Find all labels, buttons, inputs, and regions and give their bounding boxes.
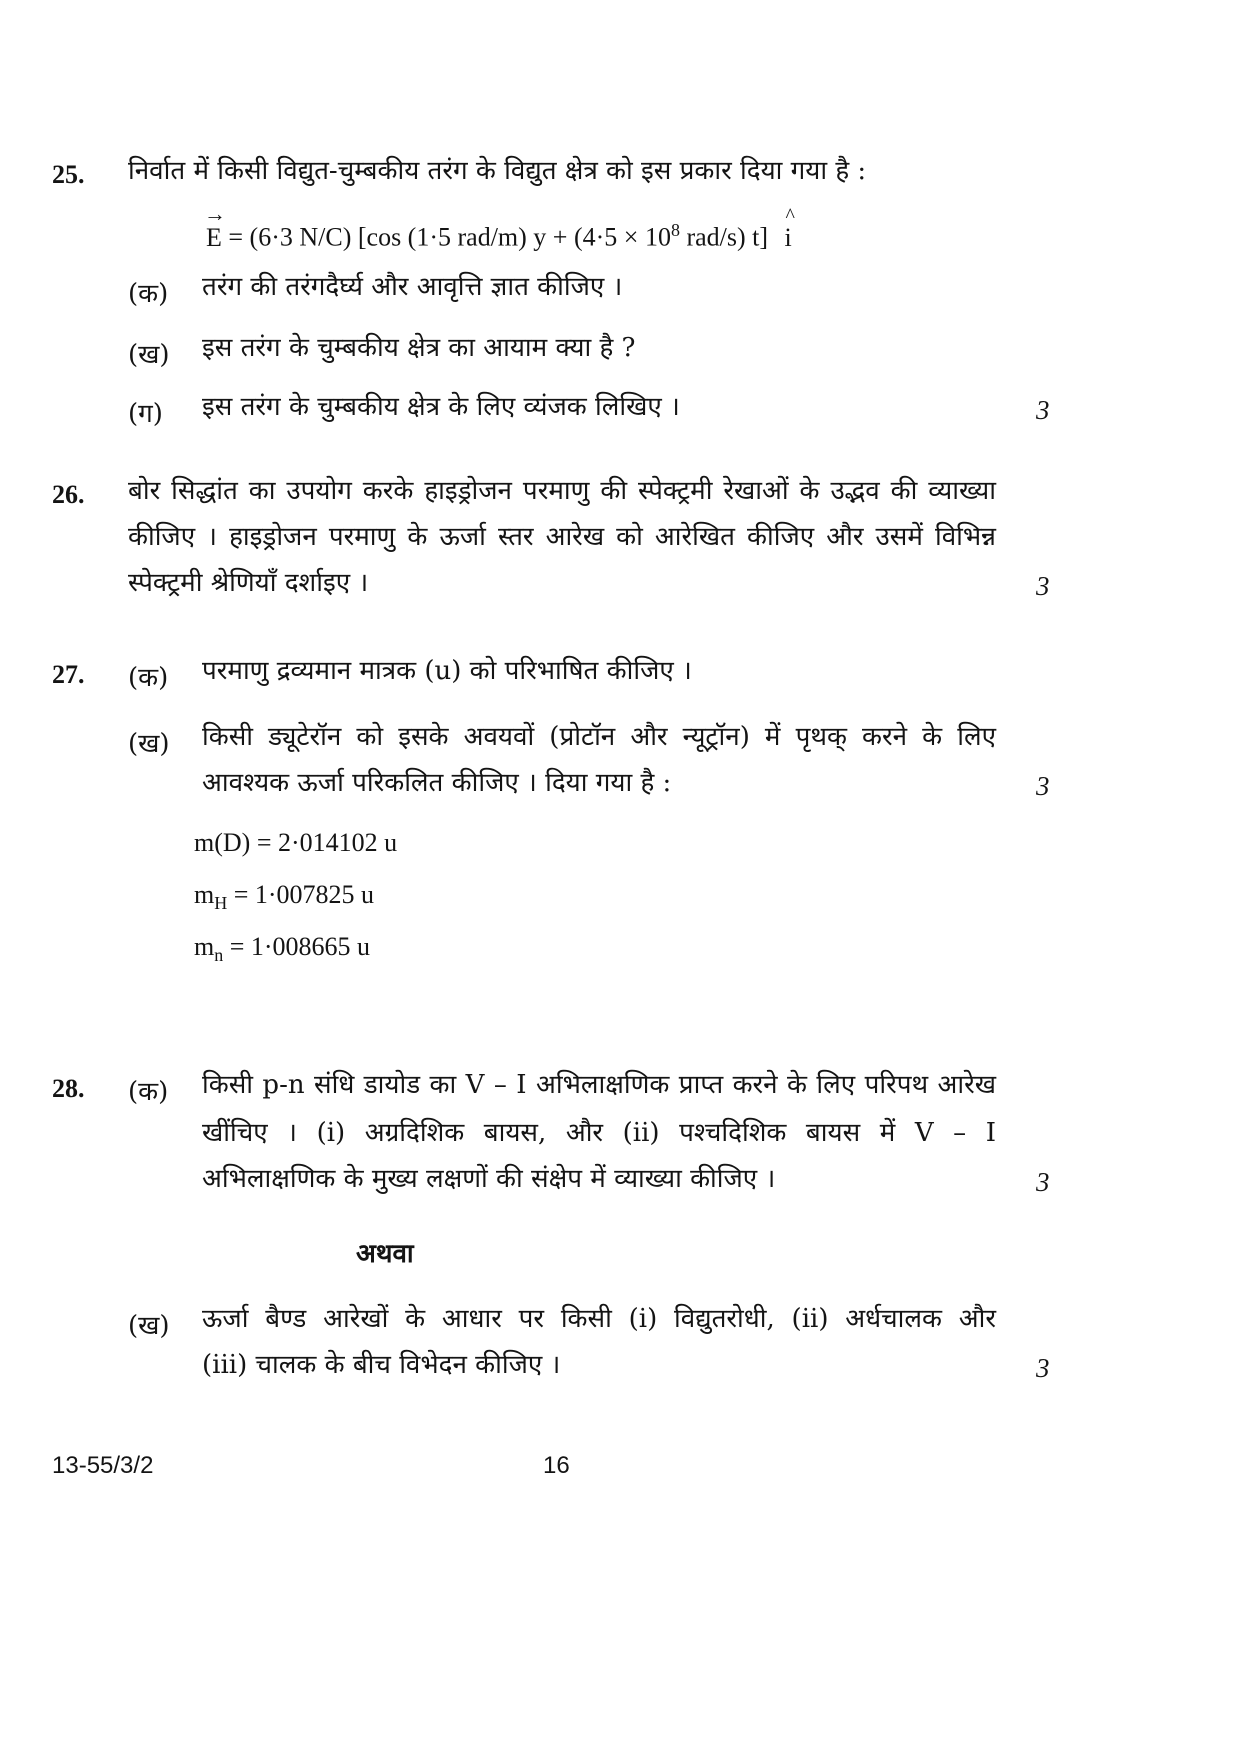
- part-text-27-kha-line-1: किसी ड्यूटेरॉन को इसके अवयवों (प्रोटॉन और न्यूट्रॉन) में पृथक् करने के लिए: [202, 722, 996, 752]
- vector-e: [204, 200, 226, 253]
- marks-28-kha: 3: [1036, 1353, 1050, 1383]
- part-text-28-ka-line-3: अभिलाक्षणिक के मुख्य लक्षणों की संक्षेप में व्याख्या कीजिए ।: [202, 1164, 776, 1194]
- given-value-mn: [194, 932, 370, 966]
- question-number-25: 25.: [52, 160, 85, 189]
- given-value-md: [194, 828, 397, 858]
- marks-26: 3: [1036, 571, 1050, 601]
- unit-vector-i: [784, 204, 795, 253]
- marks-28-ka: 3: [1036, 1167, 1050, 1197]
- part-text-28-ka-line-1: किसी p-n संधि डायोड का V – I अभिलाक्षणिक प्राप्त करने के लिए परिपथ आरेख: [202, 1070, 996, 1100]
- question-26-line-1: बोर सिद्धांत का उपयोग करके हाइड्रोजन परमाणु की स्पेक्ट्रमी रेखाओं के उद्भव की व्याख्या: [128, 476, 996, 506]
- question-number-28: 28.: [52, 1074, 85, 1103]
- marks-25: 3: [1036, 395, 1050, 425]
- part-label-25-ka: (क): [128, 279, 169, 309]
- part-text-27-ka: परमाणु द्रव्यमान मात्रक (u) को परिभाषित कीजिए ।: [202, 656, 692, 686]
- part-label-25-kha: (ख): [128, 340, 170, 370]
- hat-icon: ^: [785, 204, 795, 227]
- part-label-27-ka: (क): [128, 663, 169, 693]
- marks-27: 3: [1036, 771, 1050, 801]
- paper-code: 13-55/3/2: [52, 1452, 154, 1479]
- given-value: = 1·007825 u: [227, 880, 375, 909]
- given-subscript: H: [214, 893, 228, 914]
- given-symbol: m: [194, 932, 215, 961]
- question-25-equation: [204, 200, 795, 253]
- part-text-25-kha: इस तरंग के चुम्बकीय क्षेत्र का आयाम क्या है ?: [202, 333, 636, 363]
- given-value: = 1·008665 u: [223, 932, 371, 961]
- given-value: = 2·014102 u: [250, 828, 398, 857]
- question-26-line-2: कीजिए । हाइड्रोजन परमाणु के ऊर्जा स्तर आरेख को आरेखित कीजिए और उसमें विभिन्न: [128, 522, 996, 552]
- equation-rhs-part1: = (6·3 N/C) [cos (1·5 rad/m) y + (4·5 × 10: [228, 222, 671, 252]
- given-subscript: n: [214, 945, 224, 966]
- part-text-25-ga: इस तरंग के चुम्बकीय क्षेत्र के लिए व्यंजक लिखिए ।: [202, 392, 680, 422]
- part-text-28-ka-line-2: खींचिए । (i) अग्रदिशिक बायस, और (ii) पश्चदिशिक बायस में V – I: [202, 1118, 996, 1148]
- page-number: 16: [543, 1452, 570, 1479]
- part-text-28-kha-line-2: (iii) चालक के बीच विभेदन कीजिए ।: [202, 1350, 561, 1380]
- equation-exponent: 8: [670, 220, 680, 240]
- part-text-27-kha-line-2: आवश्यक ऊर्जा परिकलित कीजिए । दिया गया है :: [202, 768, 672, 798]
- question-number-26: 26.: [52, 480, 85, 509]
- equation-symbol-i: i: [784, 222, 792, 252]
- question-number-27: 27.: [52, 660, 85, 689]
- equation-symbol-e: E: [206, 222, 222, 252]
- part-text-28-kha-line-1: ऊर्जा बैण्ड आरेखों के आधार पर किसी (i) विद्युतरोधी, (ii) अर्धचालक और: [202, 1304, 996, 1334]
- part-label-28-kha: (ख): [128, 1311, 170, 1341]
- or-separator: अथवा: [356, 1239, 414, 1269]
- given-symbol: m(D): [194, 828, 251, 857]
- vector-arrow-icon: →: [204, 200, 226, 226]
- question-25-stem: निर्वात में किसी विद्युत-चुम्बकीय तरंग के विद्युत क्षेत्र को इस प्रकार दिया गया है :: [128, 156, 867, 186]
- question-26-line-3: स्पेक्ट्रमी श्रेणियाँ दर्शाइए ।: [128, 568, 369, 598]
- part-label-28-ka: (क): [128, 1077, 169, 1107]
- part-label-27-kha: (ख): [128, 729, 170, 759]
- given-symbol: m: [194, 880, 215, 909]
- part-label-25-ga: (ग): [128, 399, 163, 429]
- equation-rhs-part2: rad/s) t]: [679, 222, 769, 252]
- part-text-25-ka: तरंग की तरंगदैर्घ्य और आवृत्ति ज्ञात कीजिए ।: [202, 272, 623, 302]
- given-value-mh: [194, 880, 374, 914]
